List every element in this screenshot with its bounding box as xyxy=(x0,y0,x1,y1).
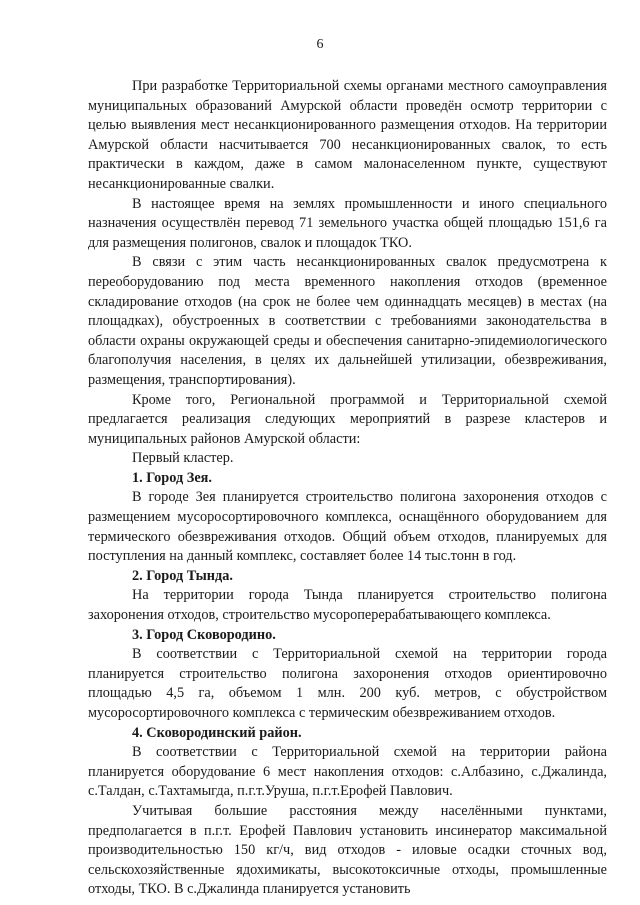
paragraph-incinerator: Учитывая большие расстояния между населёнными пунктами, предполагается в п.г.т. Ерофей Павлович установить инсинератор максимальной производительностью 150 кг/ч, вид отходов - иловые осадки сточных вод, сельскохозяйственные ядохимикаты, высокотоксичные отходы, промышленные отходы, ТКО. В с.Джалинда планируется установить xyxy=(88,802,607,898)
paragraph-tynda: На территории города Тында планируется строительство полигона захоронения отходов, строительство мусороперерабатывающего комплекса. xyxy=(88,587,607,624)
paragraph-land-transfer: В настоящее время на землях промышленности и иного специального назначения осуществлён перевод 71 земельного участка общей площадью 151,6 га для размещения полигонов, свалок и площадок ТКО. xyxy=(88,195,607,251)
paragraph-survey: При разработке Территориальной схемы органами местного самоуправления муниципальных образований Амурской области проведён осмотр территории с целью выявления мест несанкционированного размещения отходов. На территории Амурской области насчитывается 700 несанкционированных свалок, то есть практически в каждом, даже в самом малонаселенном пункте, существуют несанкционированные свалки. xyxy=(88,78,607,192)
heading-skovorodino-district: 4. Сковородинский район. xyxy=(132,724,302,741)
paragraph-temporary-storage: В связи с этим часть несанкционированных свалок предусмотрена к переоборудованию под места временного накопления отходов (временное складирование отходов (на срок не более чем одиннадцать месяцев) в местах (на площадках), обустроенных в соответствии с требованиями законодательства в области охраны окружающей среды и обеспечения санитарно-эпидемиологического благополучия населения, в целях их дальнейшей утилизации, обезвреживания, размещения, транспортирования). xyxy=(88,254,607,388)
paragraph-measures-intro: Кроме того, Региональной программой и Территориальной схемой предлагается реализация следующих мероприятий в разрезе кластеров и муниципальных районов Амурской области: xyxy=(88,391,607,447)
paragraph-skovorodino-district: В соответствии с Территориальной схемой на территории района планируется оборудование 6 мест накопления отходов: с.Албазино, с.Джалинда, с.Талдан, с.Тахтамыгда, п.г.т.Уруша, п.г.т.Ерофей Павлович. xyxy=(88,744,607,800)
paragraph-skovorodino-city: В соответствии с Территориальной схемой на территории города планируется строительство полигона захоронения отходов ориентировочно площадью 4,5 га, объемом 1 млн. 200 куб. метров, с обустройством мусоросортировочного комплекса с термическим обезвреживанием отходов. xyxy=(88,646,607,721)
heading-zeya: 1. Город Зея. xyxy=(132,469,212,486)
heading-skovorodino-city: 3. Город Сковородино. xyxy=(132,626,276,643)
heading-tynda: 2. Город Тында. xyxy=(132,567,233,584)
page-number: 6 xyxy=(316,37,324,52)
document-body xyxy=(88,77,607,900)
cluster-label: Первый кластер. xyxy=(132,450,234,467)
paragraph-zeya: В городе Зея планируется строительство полигона захоронения отходов с размещением мусоросортировочного комплекса, оснащённого оборудованием для термического обезвреживания отходов. Общий объем отходов, планируемых для поступления на данный комплекс, составляет более 14 тыс.тонн в год. xyxy=(88,489,607,565)
